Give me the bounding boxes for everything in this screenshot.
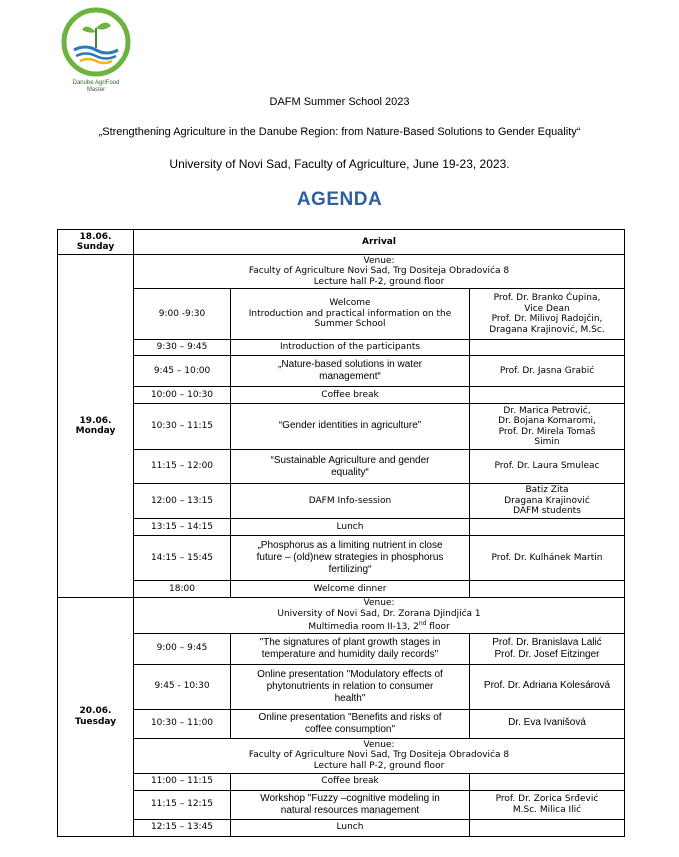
topic-cell: Lunch	[231, 819, 470, 836]
document-subtitle: „Strengthening Agriculture in the Danube Region: from Nature-Based Solutions to Gender Equality“	[98, 126, 581, 138]
time-cell: 13:15 – 14:15	[134, 519, 231, 536]
time-cell: 9:45 - 10:30	[134, 664, 231, 709]
table-row	[58, 819, 625, 836]
speaker-cell: Prof. Dr. Branko Ćupina, Vice Dean Prof. Dr. Milivoj Radojčin, Dragana Krajinović, M.Sc.	[470, 289, 625, 340]
danube-agrifood-logo	[56, 6, 136, 98]
speaker-cell	[470, 773, 625, 790]
topic-cell: "The signatures of plant growth stages in temperature and humidity daily records"	[231, 633, 470, 664]
logo-caption-line1: Danube AgriFood	[72, 80, 120, 86]
table-row	[58, 773, 625, 790]
speaker-cell: Prof. Dr. Laura Smuleac	[470, 450, 625, 484]
table-row	[58, 709, 625, 738]
speaker-cell: Prof. Dr. Adriana Kolesárová	[470, 664, 625, 709]
time-cell: 14:15 – 15:45	[134, 536, 231, 581]
speaker-cell: Prof. Dr. Zorica Srđević M.Sc. Milica Ilić	[470, 790, 625, 819]
time-cell: 11:15 – 12:15	[134, 790, 231, 819]
speaker-cell	[470, 581, 625, 598]
topic-cell: “Sustainable Agriculture and gender equality“	[231, 450, 470, 484]
topic-cell: Introduction of the participants	[231, 340, 470, 356]
speaker-cell: Batiz Zita Dragana Krajinović DAFM students	[470, 484, 625, 519]
agenda-table	[57, 229, 625, 837]
speaker-cell	[470, 387, 625, 404]
document-venue-dates: University of Novi Sad, Faculty of Agriculture, June 19-23, 2023.	[169, 157, 510, 171]
time-cell: 11:00 – 11:15	[134, 773, 231, 790]
table-row	[58, 404, 625, 450]
table-row	[58, 519, 625, 536]
topic-cell: Coffee break	[231, 773, 470, 790]
table-row	[58, 450, 625, 484]
day-cell-tuesday: 20.06. Tuesday	[58, 598, 134, 837]
topic-cell: Welcome dinner	[231, 581, 470, 598]
speaker-cell: Dr. Eva Ivanišová	[470, 709, 625, 738]
time-cell: 18:00	[134, 581, 231, 598]
document-title: DAFM Summer School 2023	[269, 96, 410, 108]
time-cell: 9:45 – 10:00	[134, 356, 231, 387]
day-cell-monday: 19.06. Monday	[58, 255, 134, 598]
speaker-cell: Dr. Marica Petrović, Dr. Bojana Komaromi, Prof. Dr. Mirela Tomaš Simin	[470, 404, 625, 450]
table-row	[58, 633, 625, 664]
arrival-cell: Arrival	[134, 230, 625, 255]
table-row	[58, 356, 625, 387]
speaker-cell	[470, 519, 625, 536]
venue-cell: Venue: Faculty of Agriculture Novi Sad, Trg Dositeja Obradovića 8 Lecture hall P-2, ground floor	[134, 738, 625, 773]
table-row	[58, 581, 625, 598]
time-cell: 10:30 – 11:00	[134, 709, 231, 738]
speaker-cell: Prof. Dr. Branislava Lalić Prof. Dr. Josef Eitzinger	[470, 633, 625, 664]
table-row	[58, 289, 625, 340]
venue-row	[58, 598, 625, 634]
topic-cell: “Gender identities in agriculture”	[231, 404, 470, 450]
time-cell: 9:30 – 9:45	[134, 340, 231, 356]
table-row	[58, 664, 625, 709]
topic-cell: Online presentation "Benefits and risks of coffee consumption"	[231, 709, 470, 738]
table-row	[58, 484, 625, 519]
table-row	[58, 387, 625, 404]
table-row	[58, 340, 625, 356]
speaker-cell: Prof. Dr. Jasna Grabić	[470, 356, 625, 387]
topic-cell: DAFM Info-session	[231, 484, 470, 519]
time-cell: 12:15 – 13:45	[134, 819, 231, 836]
logo-caption-line2: Master	[86, 87, 106, 93]
venue-row	[58, 255, 625, 289]
time-cell: 12:00 – 13:15	[134, 484, 231, 519]
table-row	[58, 230, 625, 255]
time-cell: 10:30 – 11:15	[134, 404, 231, 450]
topic-cell: Online presentation "Modulatory effects of phytonutrients in relation to consumer health"	[231, 664, 470, 709]
day-cell-sunday: 18.06. Sunday	[58, 230, 134, 255]
logo-emblem-icon	[56, 6, 136, 80]
time-cell: 11:15 – 12:00	[134, 450, 231, 484]
agenda-heading: AGENDA	[296, 189, 383, 210]
time-cell: 9:00 – 9:45	[134, 633, 231, 664]
venue-row	[58, 738, 625, 773]
venue-cell: Venue: Faculty of Agriculture Novi Sad, Trg Dositeja Obradovića 8 Lecture hall P-2, ground floor	[134, 255, 625, 289]
speaker-cell: Prof. Dr. Kulhánek Martin	[470, 536, 625, 581]
table-row	[58, 536, 625, 581]
speaker-cell	[470, 819, 625, 836]
topic-cell: Coffee break	[231, 387, 470, 404]
table-row	[58, 790, 625, 819]
topic-cell: Welcome Introduction and practical information on the Summer School	[231, 289, 470, 340]
topic-cell: „Nature-based solutions in water management“	[231, 356, 470, 387]
venue-cell: Venue: University of Novi Sad, Dr. Zorana Djindjića 1 Multimedia room II-13, 2nd floor	[134, 598, 625, 634]
topic-cell: Lunch	[231, 519, 470, 536]
topic-cell: „Phosphorus as a limiting nutrient in close future – (old)new strategies in phosphorus fertilizing“	[231, 536, 470, 581]
time-cell: 10:00 – 10:30	[134, 387, 231, 404]
speaker-cell	[470, 340, 625, 356]
time-cell: 9:00 -9:30	[134, 289, 231, 340]
topic-cell: Workshop "Fuzzy –cognitive modeling in natural resources management	[231, 790, 470, 819]
